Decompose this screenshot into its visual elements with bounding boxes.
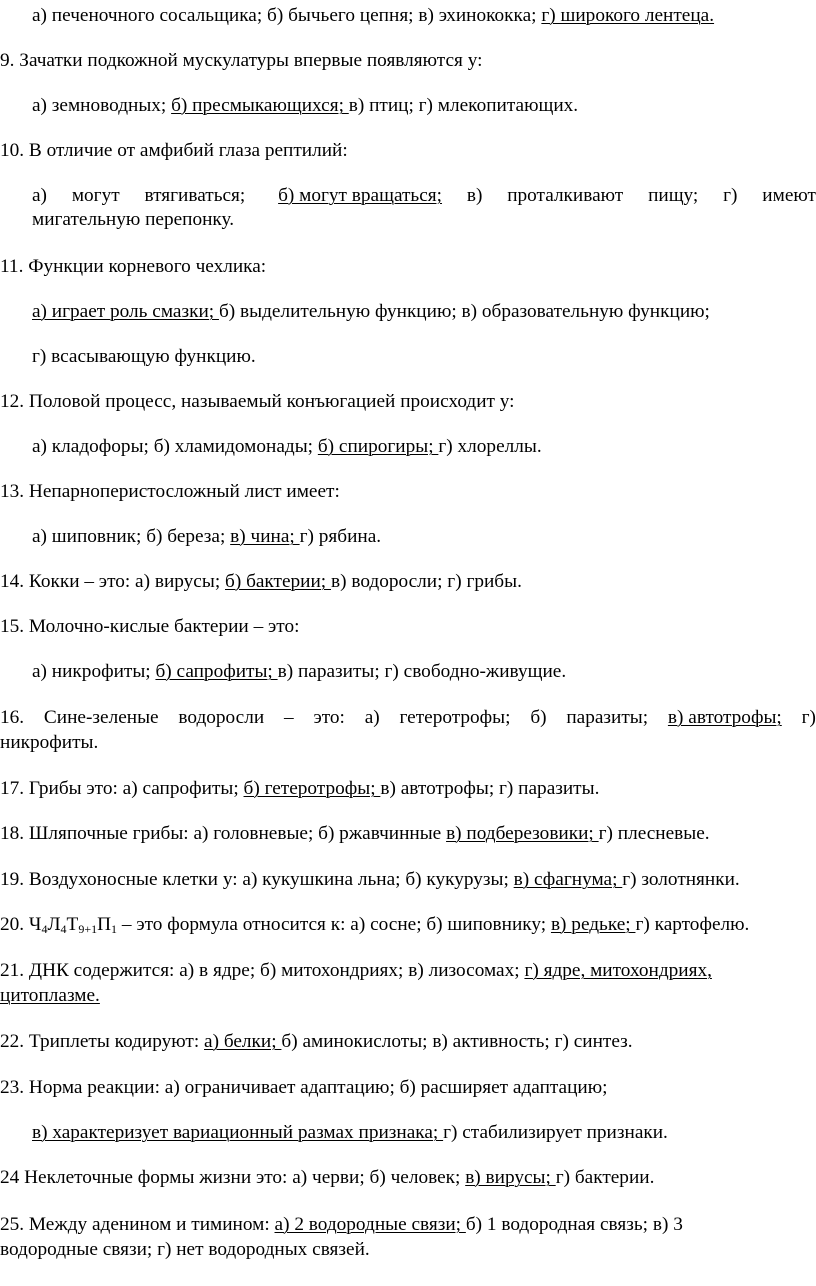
answer-line-8 [0,4,816,28]
question-17 [0,777,816,801]
question-12 [0,390,816,414]
option-text: в) птиц; г) млекопитающих. [348,95,579,116]
option-text: г) всасывающую функцию. [32,346,256,367]
question-text: – это формула относится к: а) сосне; б) шиповнику; [117,914,551,935]
answer-line-23 [0,1121,816,1145]
answer-line-10 [0,184,816,208]
question-16-cont [0,731,816,755]
question-22 [0,1030,816,1054]
question-word: водоросли [178,707,265,728]
option-text: г) картофелю. [635,914,750,935]
option-text: мигательную перепонку. [32,209,235,230]
question-text: 10. В отличие от амфибий глаза рептилий: [0,140,348,161]
question-text: 22. Триплеты кодируют: [0,1031,205,1052]
correct-answer: а) играет роль смазки; [32,301,219,322]
question-word: Сине-зеленые [43,707,159,728]
question-text: 17. Грибы это: а) сапрофиты; [0,778,244,799]
option-word: пищу; [648,185,699,206]
option-word: могут [71,185,120,206]
question-text: 15. Молочно-кислые бактерии – это: [0,616,300,637]
question-13 [0,480,816,504]
formula-subscript: 9+1 [78,922,98,936]
correct-answer: в) характеризует вариационный размах признака; [32,1122,444,1143]
option-text: г) плесневые. [598,823,710,844]
question-text: 19. Воздухоносные клетки у: а) кукушкина льна; б) кукурузы; [0,869,514,890]
question-word: – [284,707,294,728]
question-10 [0,139,816,163]
answer-line-10-cont [0,208,816,232]
option-text: никрофиты. [0,732,99,753]
formula-subscript: 1 [111,922,118,936]
formula-part: Т [66,914,79,935]
option-text: г) бактерии. [555,1167,655,1188]
correct-answer: б) бактерии; [225,571,331,592]
question-19 [0,868,816,892]
option-text: г) рябина. [299,526,382,547]
question-text: 24 Неклеточные формы жизни это: а) черви; б) человек; [0,1167,466,1188]
question-24 [0,1166,816,1190]
question-word: б) [530,707,547,728]
answer-line-13 [0,525,816,549]
answer-line-12 [0,435,816,459]
question-word: а) [364,707,380,728]
question-text: 18. Шляпочные грибы: а) головневые; б) ржавчинные [0,823,447,844]
question-14 [0,570,816,594]
question-word: это: [313,707,345,728]
correct-answer: б) гетеротрофы; [243,778,381,799]
formula-part: Л [47,914,61,935]
correct-answer: в) подберезовики; [446,823,599,844]
question-25 [0,1213,816,1237]
option-text: б) 1 водородная связь; в) 3 [465,1214,683,1235]
question-23 [0,1076,816,1100]
answer-line-11 [0,300,816,324]
formula-subscript: 4 [60,922,67,936]
option-text: в) паразиты; г) свободно-живущие. [277,661,567,682]
option-text: а) печеночного сосальщика; б) бычьего цепня; в) эхинококка; [32,5,542,26]
question-25-cont [0,1238,816,1262]
answer-line-15 [0,660,816,684]
option-text: в) автотрофы; г) паразиты. [380,778,600,799]
correct-answer: б) могут вращаться; [278,185,443,206]
question-text: 14. Кокки – это: а) вирусы; [0,571,226,592]
option-text: водородные связи; г) нет водородных связей. [0,1239,370,1260]
correct-answer: г) широкого лентеца. [541,5,715,26]
option-word: в) [466,185,483,206]
correct-answer: б) сапрофиты; [155,661,278,682]
correct-answer: а) белки; [204,1031,282,1052]
option-text: а) кладофоры; б) хламидомонады; [32,436,318,457]
option-text: г) хлореллы. [438,436,542,457]
question-21-cont [0,984,816,1008]
option-text: г) золотнянки. [622,869,740,890]
question-text: 11. Функции корневого чехлика: [0,256,267,277]
option-word: проталкивают [507,185,624,206]
correct-answer: в) автотрофы; [667,707,782,728]
question-text: 23. Норма реакции: а) ограничивает адаптацию; б) расширяет адаптацию; [0,1077,608,1098]
question-word: паразиты; [566,707,649,728]
option-word: имеют [762,185,816,206]
question-11 [0,255,816,279]
correct-answer: а) 2 водородные связи; [274,1214,466,1235]
option-text: б) выделительную функцию; в) образовательную функцию; [218,301,710,322]
flower-formula [0,914,117,935]
question-21 [0,959,816,983]
correct-answer: б) пресмыкающихся; [171,95,349,116]
option-word: втягиваться; [144,185,246,206]
formula-part: П [97,914,112,935]
question-15 [0,615,816,639]
question-word: 16. [0,707,25,728]
question-18 [0,822,816,846]
option-text: г) стабилизирует признаки. [443,1122,668,1143]
question-word: гетеротрофы; [399,707,511,728]
correct-answer: в) вирусы; [465,1167,556,1188]
option-word: а) [32,185,47,206]
correct-answer: в) редьке; [550,914,636,935]
option-text: б) аминокислоты; в) активность; г) синтез. [281,1031,633,1052]
correct-answer: в) чина; [230,526,300,547]
question-20 [0,913,816,937]
question-16 [0,706,816,730]
question-word: г) [801,707,816,728]
answer-line-9 [0,94,816,118]
correct-answer: цитоплазме. [0,985,100,1006]
option-text: в) водоросли; г) грибы. [331,571,522,592]
correct-answer: б) спирогиры; [317,436,439,457]
correct-answer: в) сфагнума; [513,869,623,890]
question-text: 12. Половой процесс, называемый конъюгацией происходит у: [0,391,515,412]
formula-part: 20. Ч [0,914,42,935]
formula-subscript: 4 [41,922,48,936]
question-text: 21. ДНК содержится: а) в ядре; б) митохондриях; в) лизосомах; [0,960,525,981]
question-9 [0,49,816,73]
question-text: 25. Между аденином и тимином: [0,1214,275,1235]
option-text: а) шиповник; б) береза; [32,526,231,547]
answer-line-11-cont [0,345,816,369]
question-text: 13. Непарноперистосложный лист имеет: [0,481,340,502]
correct-answer: г) ядре, митохондриях, [524,960,712,981]
question-text: 9. Зачатки подкожной мускулатуры впервые появляются у: [0,50,483,71]
option-word: г) [723,185,738,206]
option-text: а) никрофиты; [32,661,156,682]
option-text: а) земноводных; [32,95,172,116]
